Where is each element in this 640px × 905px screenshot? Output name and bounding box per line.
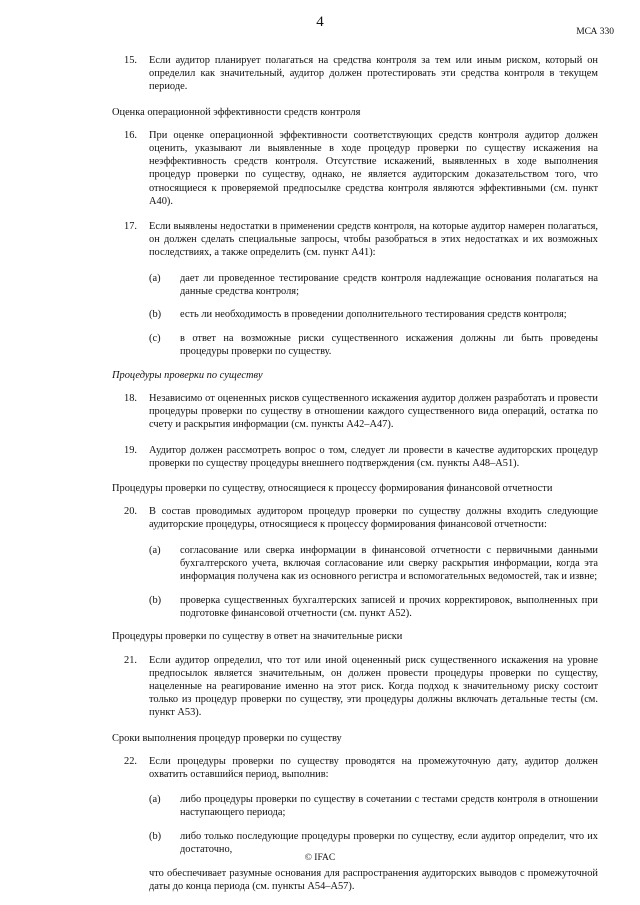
section-heading: Процедуры проверки по существу — [112, 369, 263, 381]
paragraph-text: Если процедуры проверки по существу проводятся на промежуточную дату, аудитор должен охватить оставшийся период, выполнив: — [149, 755, 598, 781]
paragraph-text: Если аудитор планирует полагаться на средства контроля за тем или иным риском, который он определил как значительный, аудитор должен протестировать эти средства контроля в текущем периоде. — [149, 55, 598, 93]
subparagraph-text: есть ли необходимость в проведении дополнительного тестирования средств контроля; — [180, 309, 567, 321]
paragraph-number: 17. — [124, 221, 137, 233]
subparagraph-label: (a) — [149, 272, 161, 284]
paragraph-number: 15. — [124, 55, 137, 66]
paragraph-number: 18. — [124, 393, 137, 405]
subparagraph-label: (b) — [149, 594, 162, 606]
paragraph-number: 20. — [124, 506, 137, 518]
footer-copyright: © IFAC — [304, 853, 336, 863]
paragraph-text: В состав проводимых аудитором процедур проверки по существу должны входить следующие аудиторские процедуры, относящиеся к процессу формирования финансовой отчетности: — [149, 506, 598, 531]
paragraph-number: 19. — [124, 444, 137, 456]
subparagraph — [112, 594, 598, 620]
paragraph — [112, 444, 598, 470]
paragraph — [112, 654, 598, 720]
paragraph — [112, 505, 598, 531]
section-heading: Процедуры проверки по существу, относящиеся к процессу формирования финансовой отчетности — [112, 483, 553, 495]
subparagraph-label: (a) — [149, 544, 161, 556]
subparagraph-label: (b) — [149, 309, 162, 321]
subparagraph-label: (a) — [149, 794, 161, 806]
subparagraph-text: в ответ на возможные риски существенного искажения должны ли быть проведены процедуры проверки по существу. — [180, 333, 598, 358]
section-heading: Сроки выполнения процедур проверки по существу — [112, 732, 342, 744]
subparagraph-text: либо только последующие процедуры проверки по существу, если аудитор определит, что их достаточно, — [180, 831, 598, 856]
paragraph-continuation: что обеспечивает разумные основания для распространения аудиторских выводов с промежуточной даты до конца периода (см. пункты A54–A57). — [149, 867, 598, 893]
subparagraph — [112, 332, 598, 358]
paragraph-number: 16. — [124, 129, 137, 141]
subparagraph — [112, 793, 598, 819]
paragraph-text: При оценке операционной эффективности соответствующих средств контроля аудитор должен оценить, указывают ли выявленные в ходе процедур проверки по существу искажения на неэффективность средств контроля. Отсутствие искажений, выявленных в ходе выполнения процедур проверки по существу, однако, не является аудиторским доказательством того, что относящиеся к проверяемой предпосылке средства контроля являются эффективными (см. пункт A40). — [149, 129, 598, 207]
subparagraph-text: дает ли проведенное тестирование средств контроля надлежащие основания полагаться на данные средства контроля; — [180, 272, 598, 297]
page-number: 4 — [316, 14, 324, 30]
subparagraph-text: согласование или сверка информации в финансовой отчетности с первичными данными бухгалтерского учета, включая согласование или сверку раскрытия информации, когда эта информация получена как из основного регистра и вспомогательных ведомостей, так и извне; — [180, 544, 598, 583]
subparagraph — [112, 308, 598, 321]
paragraph — [112, 392, 598, 432]
paragraph-number: 22. — [124, 755, 137, 767]
paragraph-text: Если выявлены недостатки в применении средств контроля, на которые аудитор намерен полагаться, он должен сделать специальные запросы, чтобы разобраться в этих недостатках и их возможных последствиях, а также определить (см. пункт A41): — [149, 221, 598, 259]
paragraph — [112, 755, 598, 781]
subparagraph-label: (c) — [149, 333, 161, 345]
subparagraph-text: либо процедуры проверки по существу в сочетании с тестами средств контроля в отношении наступающего периода; — [180, 794, 598, 819]
paragraph — [112, 220, 598, 260]
paragraph — [112, 54, 598, 94]
paragraph — [112, 129, 598, 208]
section-heading: Процедуры проверки по существу в ответ на значительные риски — [112, 631, 403, 643]
subparagraph — [112, 544, 598, 584]
subparagraph — [112, 272, 598, 298]
paragraph-text: Аудитор должен рассмотреть вопрос о том, следует ли провести в качестве аудиторских процедур проверки по существу процедуры внешнего подтверждения (см. пункты A48–A51). — [149, 444, 598, 469]
document-body — [112, 54, 598, 905]
paragraph-number: 21. — [124, 654, 137, 666]
paragraph-text: Независимо от оцененных рисков существенного искажения аудитор должен разработать и провести процедуры проверки по существу в отношении каждого существенного вида операций, остатка по счету и раскрытия информации (см. пункты A42–A47). — [149, 393, 598, 431]
standard-code: МСА 330 — [576, 27, 614, 37]
paragraph-text: Если аудитор определил, что тот или иной оцененный риск существенного искажения на уровне предпосылок является значительным, он должен провести процедуры проверки по существу, нацеленные на реагирование именно на этот риск. Когда подход к значительному риску состоит только из процедур проверки по существу, эти процедуры должны включать детальные тесты (см. пункт A53). — [149, 654, 598, 719]
subparagraph-text: проверка существенных бухгалтерских записей и прочих корректировок, выполненных при подготовке финансовой отчетности (см. пункт A52). — [180, 594, 598, 619]
section-heading: Оценка операционной эффективности средств контроля — [112, 106, 361, 118]
subparagraph-label: (b) — [149, 831, 162, 843]
